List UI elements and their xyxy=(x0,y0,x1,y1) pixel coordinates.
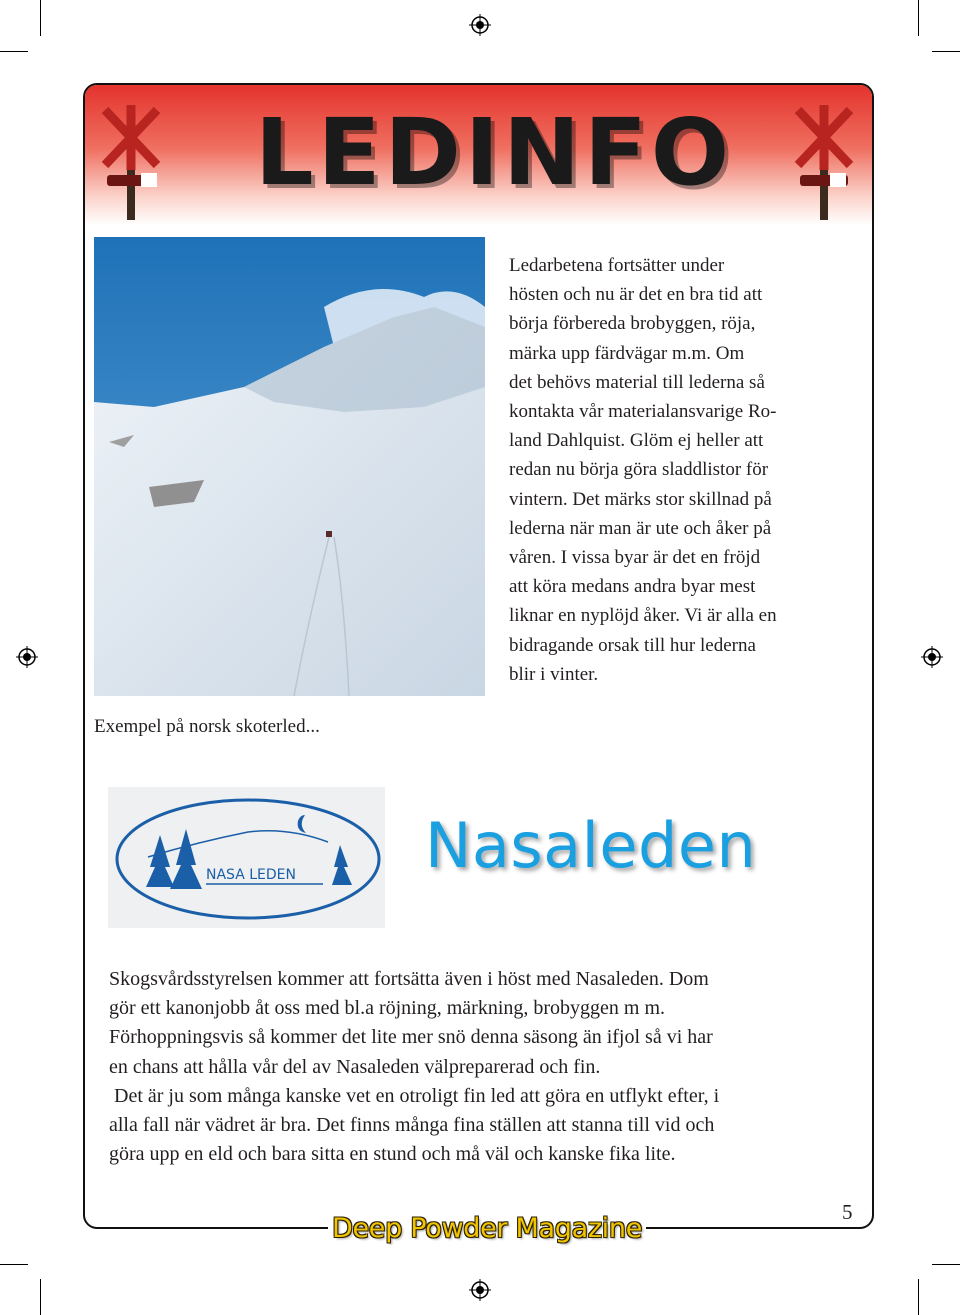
crop-mark xyxy=(918,1279,919,1315)
article-nasaleden-text xyxy=(109,965,854,1169)
text-line: bidragande orsak till hur lederna xyxy=(509,634,756,656)
text-line: Skogsvårdsstyrelsen kommer att fortsätta även i höst med Nasaleden. Dom xyxy=(109,968,709,990)
text-line: hösten och nu är det en bra tid att xyxy=(509,284,763,306)
snow-mountain-photo xyxy=(94,237,485,696)
text-line: redan nu börja göra sladdlistor för xyxy=(509,459,769,481)
crop-mark xyxy=(40,1279,41,1315)
text-line: vintern. Det märks stor skillnad på xyxy=(509,488,772,510)
nasa-leden-logo xyxy=(108,787,385,928)
text-line: våren. I vissa byar är det en fröjd xyxy=(509,547,761,569)
text-line: gör ett kanonjobb åt oss med bl.a röjning, märkning, brobyggen m m. xyxy=(109,997,666,1020)
registration-mark-icon xyxy=(16,646,38,668)
photo-caption: Exempel på norsk skoterled... xyxy=(94,716,320,737)
text-line: Det är ju som många kanske vet en otroligt fin led att göra en utflykt efter, i xyxy=(109,1084,720,1107)
registration-mark-icon xyxy=(921,646,943,668)
crop-mark xyxy=(40,0,41,36)
text-line: att köra medans andra byar mest xyxy=(509,576,756,598)
text-line: märka upp färdvägar m.m. Om xyxy=(509,342,745,364)
trail-marker-icon xyxy=(780,95,870,220)
text-line: det behövs material till lederna så xyxy=(509,371,765,393)
crop-mark xyxy=(0,51,28,52)
section-title-nasaleden: Nasaleden xyxy=(425,809,757,882)
text-line: land Dahlquist. Glöm ej heller att xyxy=(509,430,764,452)
text-line: alla fall när vädret är bra. Det finns många fina ställen att stanna till vid och xyxy=(109,1114,715,1137)
crop-mark xyxy=(0,1264,28,1265)
text-line: kontakta vår materialansvarige Ro- xyxy=(509,401,777,423)
registration-mark-icon xyxy=(469,14,491,36)
crop-mark xyxy=(932,1264,960,1265)
page-title: LEDINFO xyxy=(255,99,734,206)
text-line: lederna när man är ute och åker på xyxy=(509,517,772,539)
trail-marker-icon xyxy=(85,95,175,220)
magazine-name: Deep Powder Magazine xyxy=(328,1212,646,1246)
page-number: 5 xyxy=(842,1200,853,1224)
text-line: liknar en nyplöjd åker. Vi är alla en xyxy=(509,605,777,627)
text-line: Förhoppningsvis så kommer det lite mer snö denna säsong än ifjol så vi har xyxy=(109,1026,713,1049)
text-line: Ledarbetena fortsätter under xyxy=(509,255,725,276)
text-line: göra upp en eld och bara sitta en stund och må väl och kanske fika lite. xyxy=(109,1143,676,1166)
text-line: börja förbereda brobyggen, röja, xyxy=(509,313,756,335)
crop-mark xyxy=(932,51,960,52)
text-line: blir i vinter. xyxy=(509,663,599,685)
article-ledinfo-text xyxy=(509,251,854,689)
logo-text: NASA LEDEN xyxy=(206,867,296,883)
registration-mark-icon xyxy=(469,1279,491,1301)
crop-mark xyxy=(918,0,919,36)
text-line: en chans att hålla vår del av Nasaleden välpreparerad och fin. xyxy=(109,1055,601,1078)
